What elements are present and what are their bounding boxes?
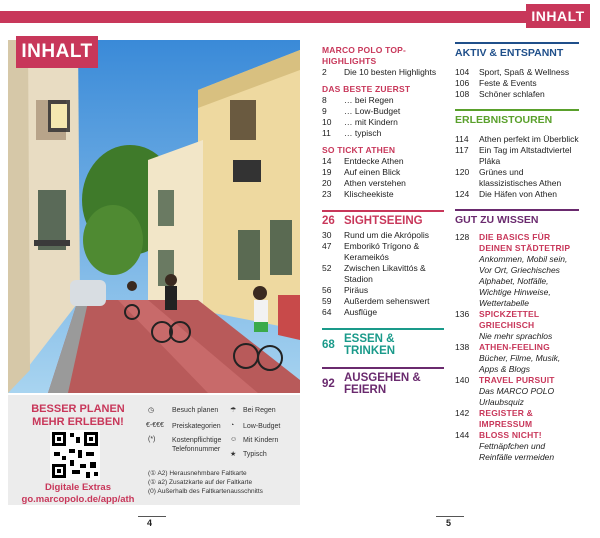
erlebnis-rule [455,109,579,111]
toc-entry[interactable]: 8 … bei Regen [322,95,394,105]
toc-entry[interactable]: 52 Zwischen Likavittós & Stadion [322,263,426,284]
page-rule-right [436,516,464,517]
gut-rule [455,209,579,211]
toc-entry[interactable]: 11 … typisch [322,128,382,138]
toc-entry[interactable]: 20 Athen verstehen [322,178,406,188]
legend-kinder: Mit Kindern [243,437,279,444]
toc-entry[interactable]: 19 Auf einen Blick [322,167,401,177]
toc-entry[interactable]: 9 … Low-Budget [322,106,401,116]
footnote-2: (① a2) Zusatzkarte auf der Faltkarte [148,479,253,486]
toc-entry[interactable]: 128 DIE BASICS FÜR DEINEN STÄDTETRIP Ankommen, Mobil sein, Vor Ort, Griechisches Alphabet, Notfälle, Wichtige Hinweise, Wettertabelle [455,232,571,308]
qr-code[interactable] [50,430,100,480]
toc-entry[interactable]: 2 Die 10 besten Highlights [322,67,437,77]
toc-entry[interactable]: 108 Schöner schlafen [455,89,545,99]
street-photo [8,40,300,393]
digital-extras [18,482,138,506]
toc-right [455,42,579,463]
toc-entry[interactable]: 104 Sport, Spaß & Wellness [455,67,570,77]
promo-line2: MEHR ERLEBEN! [32,416,124,428]
top-bar [0,11,526,23]
aktiv-heading[interactable]: AKTIV & ENTSPANNT [455,47,564,59]
legend-budget: Low-Budget [243,423,281,430]
page-number-left: 4 [147,518,153,528]
highlights-heading: MARCO POLO TOP-HIGHLIGHTS [322,45,407,66]
gut-heading[interactable]: GUT ZU WISSEN [455,214,539,226]
toc-entry[interactable]: 124 Die Häfen von Athen [455,189,557,199]
so-tickt-heading: SO TICKT ATHEN [322,145,396,155]
beste-zuerst-heading: DAS BESTE ZUERST [322,84,411,94]
legend-besuch: Besuch planen [172,407,219,414]
clock-icon: ◷ [148,407,155,414]
footnote-3: (0) Außerhalb des Faltkartenausschnitts [148,488,263,495]
essen-rule [322,328,444,330]
toc-entry[interactable]: 120 Grünes und klassizistisches Athen [455,167,562,188]
piggybank-icon: ◔ [230,422,235,429]
star-icon: ★ [230,451,237,458]
toc-entry[interactable]: 106 Feste & Events [455,78,537,88]
promo-heading [28,403,128,429]
page-rule-left [138,516,166,517]
asterisk-icon: (*) [148,436,156,443]
child-icon: ☺ [230,436,238,443]
legend-preis: Preiskategorien [172,423,221,430]
toc-entry[interactable]: 138 ATHEN-FEELING Bücher, Filme, Musik, Apps & Blogs [455,342,561,374]
toc-middle [322,45,444,396]
toc-entry[interactable]: 142 REGISTER & IMPRESSUM [455,408,533,429]
euro-icon: €-€€€ [146,422,164,429]
aktiv-rule [455,42,579,44]
erlebnis-heading[interactable]: ERLEBNISTOUREN [455,114,553,126]
ausgehen-heading[interactable]: 92 AUSGEHEN & FEIERN [322,372,421,396]
toc-entry[interactable]: 10 … mit Kindern [322,117,398,127]
sightseeing-rule [322,210,444,212]
toc-entry[interactable]: 23 Klischeekiste [322,189,394,199]
page-title: INHALT [16,36,98,68]
toc-entry[interactable]: 59 Außerdem sehenswert [322,296,430,306]
toc-entry[interactable]: 140 TRAVEL PURSUIT Das MARCO POLO Urlaubsquiz [455,375,555,407]
toc-entry[interactable]: 144 BLOSS NICHT! Fettnäpfchen und Reinfälle vermeiden [455,430,555,462]
page-number-right: 5 [446,518,452,528]
legend-telefon: Kostenpflichtige Telefonnummer [172,437,222,453]
legend-regen: Bei Regen [243,407,276,414]
sightseeing-heading[interactable]: 26 SIGHTSEEING [322,215,423,227]
promo-line1: BESSER PLANEN [31,403,125,415]
toc-entry[interactable]: 14 Entdecke Athen [322,156,404,166]
extras-label: Digitale Extras [45,482,111,493]
ausgehen-rule [322,367,444,369]
toc-entry[interactable]: 114 Athen perfekt im Überblick [455,134,579,144]
header-tab: INHALT [526,4,590,28]
toc-entry[interactable]: 136 SPICKZETTEL GRIECHISCH Nie mehr sprachlos [455,309,553,341]
extras-url[interactable]: go.marcopolo.de/app/ath [21,494,135,505]
toc-entry[interactable]: 47 Emborikó Trígono & Kerameikós [322,241,420,262]
toc-entry[interactable]: 117 Ein Tag im Altstadtviertel Pláka [455,145,572,166]
footnote-1: (① A2) Herausnehmbare Faltkarte [148,470,247,477]
essen-heading[interactable]: 68 ESSEN & TRINKEN [322,333,396,357]
toc-entry[interactable]: 64 Ausflüge [322,307,378,317]
toc-entry[interactable]: 30 Rund um die Akrópolis [322,230,430,240]
legend-typisch: Typisch [243,451,267,458]
umbrella-icon: ☂ [230,407,237,414]
toc-entry[interactable]: 56 Piräus [322,285,369,295]
